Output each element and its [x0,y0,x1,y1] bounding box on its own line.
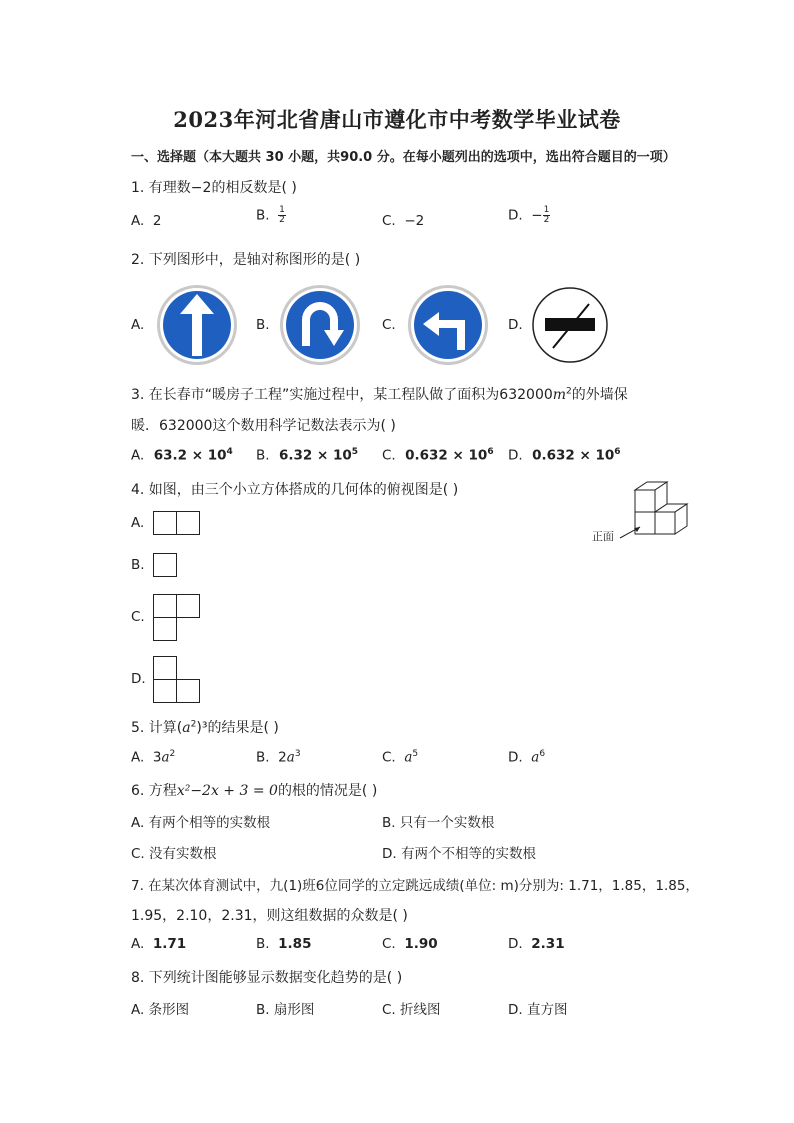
denominator: 2 [543,215,550,225]
option-label: B. [256,749,270,766]
variable: a [161,749,170,766]
stem-text: 6. 方程 [131,783,177,799]
coefficient: 3 [152,749,162,766]
option-value: 1.71 [152,936,187,952]
variable: a [404,749,413,766]
option-value: −2 [404,213,425,229]
exponent: 5 [412,749,419,759]
left-turn-sign-icon [407,284,489,366]
q2-option-d-label[interactable]: D. [508,317,523,333]
coefficient: 2 [278,749,287,766]
exponent: 2 [169,749,176,759]
q6-option-b[interactable]: B. 只有一个实数根 [382,815,495,831]
unit: m [552,387,567,403]
straight-arrow-sign-icon [156,284,238,366]
option-label: D. [508,749,523,766]
q2-option-c-label[interactable]: C. [382,317,396,333]
section-heading: 一、选择题（本大题共 30 小题，共90.0 分。在每小题列出的选项中，选出符合题目的一项） [131,150,676,165]
option-label: D. [508,447,523,464]
exponent: 6 [539,749,546,759]
q7-option-d[interactable] [508,936,565,952]
q7-option-c[interactable] [382,936,438,952]
option-label: C. [382,447,396,464]
q5-option-b[interactable] [256,749,301,766]
variable: a [182,720,191,736]
question-7-stem: 7. 在某次体育测试中，九(1)班6位同学的立定跳远成绩(单位: m)分别为: 1.71，1.85，1.85， [131,878,699,894]
variable: a [286,749,295,766]
option-value: 1.85 [278,936,312,952]
q3-option-d[interactable] [508,447,621,464]
exponent: 4 [226,447,233,457]
denominator: 2 [279,215,285,225]
q8-option-a[interactable]: A. 条形图 [131,1002,190,1018]
numerator: 1 [543,205,550,215]
q7-option-a[interactable] [131,936,186,952]
stem-text: )³ [196,720,208,736]
no-passing-sign-icon [531,286,609,364]
q2-option-a-label[interactable]: A. [131,317,145,333]
option-label: B. [256,936,270,952]
exponent: 2 [566,386,572,397]
option-label: A. [131,749,145,766]
exponent: 6 [487,447,494,457]
option-label: C. [382,213,396,229]
q1-option-d[interactable] [508,206,550,225]
option-label: B. [256,447,270,464]
top-view-option-d-icon [153,656,201,704]
minus-sign: − [531,207,543,224]
front-label: 正面 [592,530,614,543]
top-view-option-c-icon [153,594,201,642]
stem-text: 的结果是( ) [207,720,279,736]
question-2-stem: 2. 下列图形中，是轴对称图形的是( ) [131,252,361,268]
stem-text: 5. 计算( [131,720,183,736]
option-value: 6.32 × 10 [278,447,352,464]
option-label: C. [382,749,396,766]
option-value: 2.31 [531,936,565,952]
q3-option-c[interactable] [382,447,494,464]
numerator: 1 [279,205,285,215]
option-label: A. [131,213,145,229]
option-label: D. [508,207,523,224]
option-label: A. [131,936,145,952]
q3-option-b[interactable] [256,447,358,464]
q1-option-c[interactable] [382,213,424,229]
q8-option-c[interactable]: C. 折线图 [382,1002,441,1018]
q4-option-b-label[interactable]: B. [131,557,145,573]
page-title: 2023年河北省唐山市遵化市中考数学毕业试卷 [173,107,621,132]
q8-option-b[interactable]: B. 扇形图 [256,1002,315,1018]
u-turn-sign-icon [279,284,361,366]
question-6-stem [131,780,377,800]
q6-option-a[interactable]: A. 有两个相等的实数根 [131,815,271,831]
stem-text: 3. 在长春市“暖房子工程”实施过程中，某工程队做了面积为632000 [131,387,553,403]
option-value: 0.632 × 10 [405,447,488,464]
fraction [278,206,286,225]
variable: a [531,749,540,766]
q6-option-d[interactable]: D. 有两个不相等的实数根 [382,846,536,862]
top-view-option-a-icon [153,511,201,535]
q4-option-d-label[interactable]: D. [131,671,146,687]
top-view-option-b-icon [153,553,177,577]
question-7-stem-line2: 1.95，2.10，2.31，则这组数据的众数是( ) [131,908,408,924]
option-value: 2 [152,213,162,229]
question-8-stem: 8. 下列统计图能够显示数据变化趋势的是( ) [131,970,403,986]
q8-option-d[interactable]: D. 直方图 [508,1002,568,1018]
exponent: 2 [190,719,197,730]
q2-option-b-label[interactable]: B. [256,317,270,333]
q4-option-a-label[interactable]: A. [131,515,145,531]
q5-option-c[interactable] [382,749,418,766]
stem-text: 的根的情况是( ) [277,783,378,799]
option-value: 0.632 × 10 [532,447,615,464]
option-value: 63.2 × 10 [153,447,227,464]
q1-option-a[interactable] [131,213,161,229]
option-label: A. [131,447,145,464]
fraction [543,206,551,225]
q4-option-c-label[interactable]: C. [131,609,145,625]
q3-option-a[interactable] [131,447,233,464]
option-value: 1.90 [404,936,438,952]
option-label: C. [382,936,396,952]
q7-option-b[interactable] [256,936,311,952]
question-3-stem-line2: 暖．632000这个数用科学记数法表示为( ) [131,418,396,434]
option-label: B. [256,207,270,224]
q6-option-c[interactable]: C. 没有实数根 [131,846,217,862]
option-label: D. [508,936,523,952]
question-4-stem: 4. 如图，由三个小立方体搭成的几何体的俯视图是( ) [131,482,459,498]
question-1-stem: 1. 有理数−2的相反数是( ) [131,180,297,196]
q1-option-b[interactable] [256,206,286,225]
question-5-stem [131,717,279,737]
equation: x²−2x + 3 = 0 [176,783,278,799]
exponent: 3 [294,749,301,759]
q5-option-d[interactable] [508,749,545,766]
stem-text: 的外墙保 [571,387,628,403]
question-3-stem [131,384,628,404]
exponent: 6 [614,447,621,457]
q5-option-a[interactable] [131,749,175,766]
exponent: 5 [351,447,359,457]
